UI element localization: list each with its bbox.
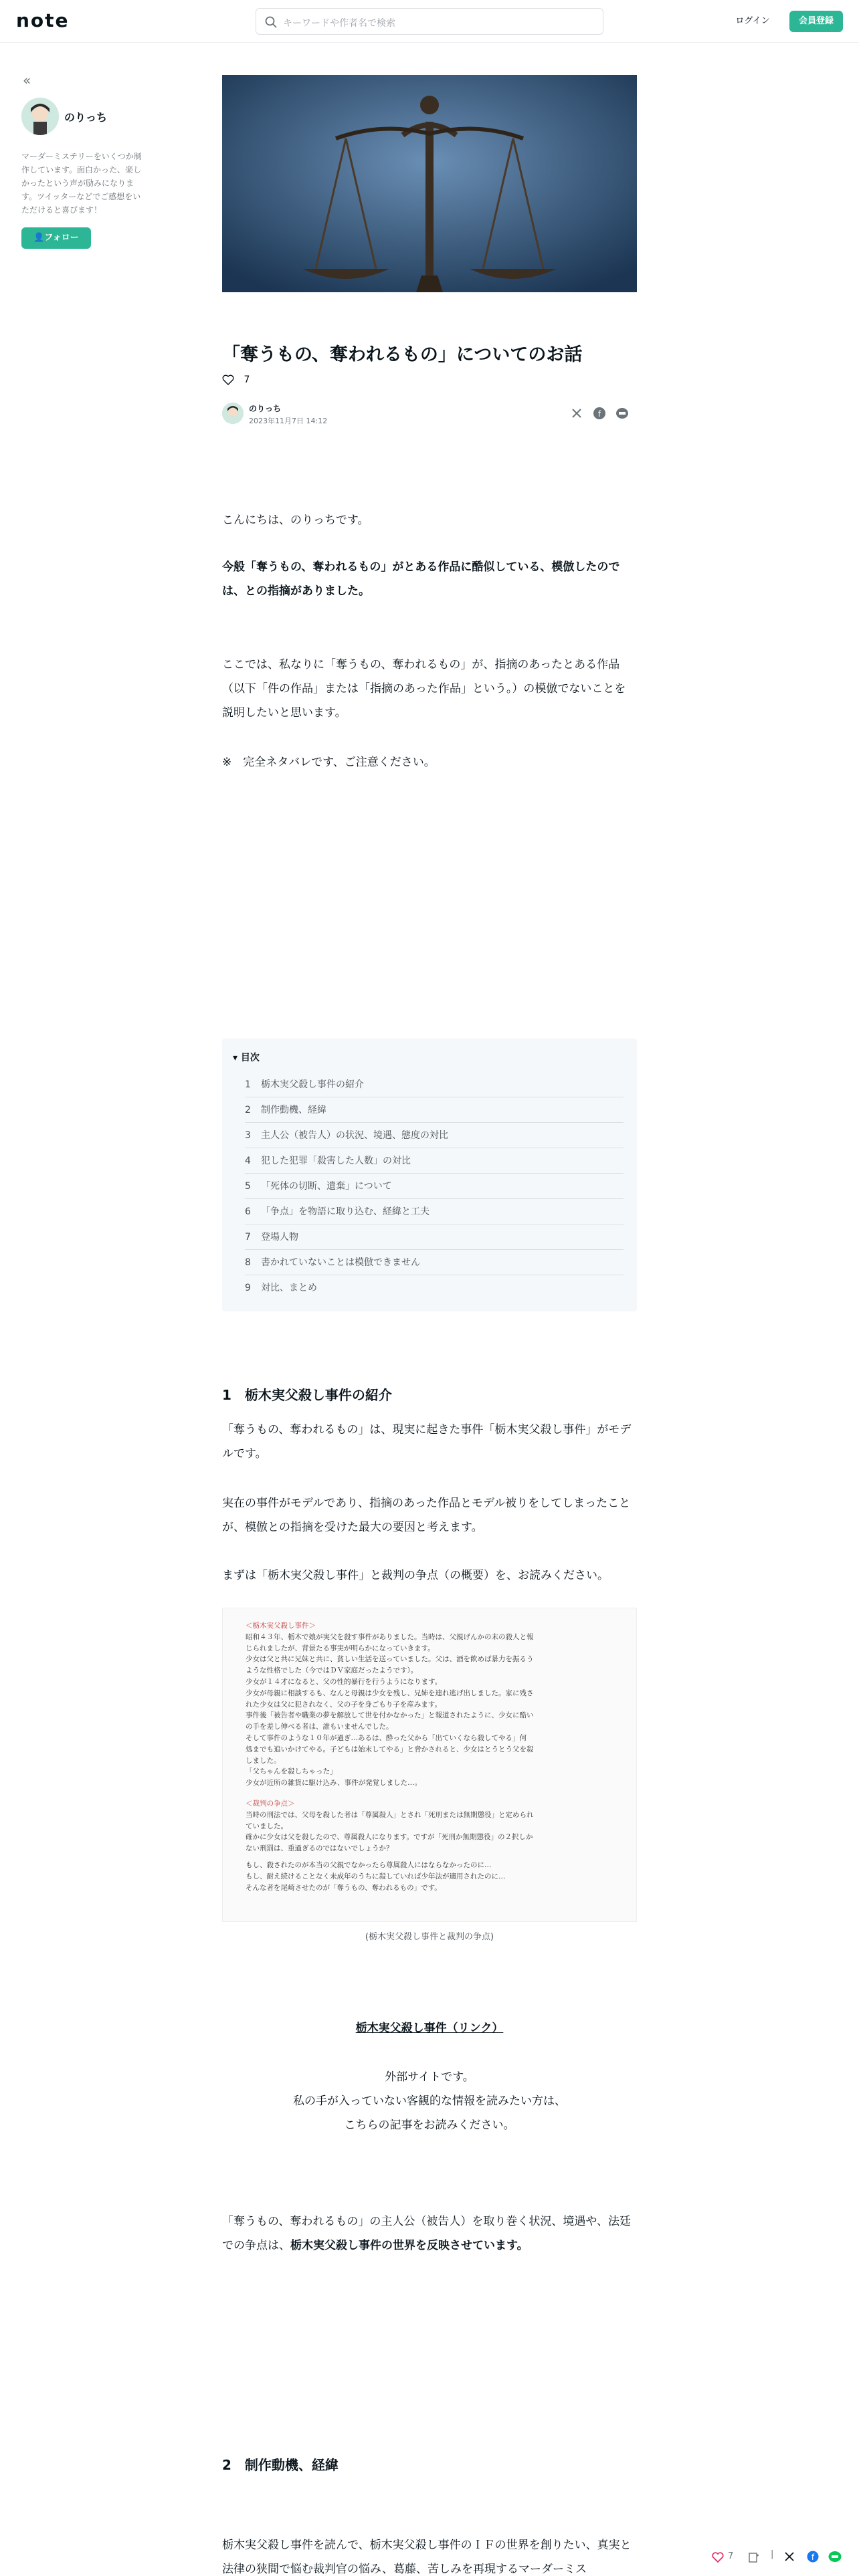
paragraph: 外部サイトです。 bbox=[385, 2070, 474, 2084]
follow-label: フォロー bbox=[44, 233, 79, 243]
x-share-icon[interactable] bbox=[570, 407, 583, 420]
heart-icon bbox=[222, 374, 234, 385]
figure-text-line: じられましたが、背景たる事実が明らかになっていきます。 bbox=[246, 1644, 435, 1652]
toc-item[interactable] bbox=[245, 1097, 624, 1123]
toc-number: 8 bbox=[245, 1257, 251, 1268]
figure-text-line: 少女が１４才になると、父の性的暴行を行うようになります。 bbox=[246, 1677, 442, 1686]
toc-label: 「争点」を物語に取り込む、経緯と工夫 bbox=[261, 1206, 430, 1217]
toc-label: 対比、まとめ bbox=[261, 1283, 317, 1293]
search-input[interactable] bbox=[256, 8, 603, 35]
figure-text-line: 少女が母親に相談するも、なんと母親は少女を残し、兄姉を連れ逃げ出しました。家に残さ bbox=[246, 1689, 534, 1697]
paragraph: こちらの記事をお読みください。 bbox=[344, 2119, 515, 2132]
figure-text-line: もし、殺されたのが本当の父親でなかったら尊属殺人にはならなかったのに… bbox=[246, 1860, 492, 1869]
figure-text-line: れた少女は父に犯されなく、父の子を身ごもり子を産みます。 bbox=[246, 1700, 442, 1709]
x-share-icon[interactable] bbox=[784, 2551, 795, 2562]
toc-label: 書かれていないことは模倣できません bbox=[261, 1257, 420, 1268]
paragraph: こんにちは、のりっちです。 bbox=[222, 514, 369, 527]
figure-text-line: ていました。 bbox=[246, 1822, 288, 1830]
toc-label: 犯した犯罪「殺害した人数」の対比 bbox=[261, 1156, 411, 1166]
byline-avatar[interactable] bbox=[222, 403, 244, 424]
figure-text-line: もし、耐え続けることなく未成年のうちに殺していれば少年法が適用されたのに… bbox=[246, 1872, 506, 1881]
search-icon bbox=[264, 15, 278, 29]
paragraph-bold-text: 栃木実父殺し事件の世界を反映させています。 bbox=[290, 2239, 529, 2252]
follow-button[interactable] bbox=[21, 227, 91, 249]
bottom-action-bar bbox=[709, 2547, 856, 2567]
figure-text-line: 確かに少女は父を殺したので、尊属殺人になります。ですが「死刑か無期懲役」の２択しか bbox=[246, 1833, 533, 1842]
figure-text-line: 少女は父と共に兄妹と共に、貧しい生活を送っていました。父は、酒を飲めば暴力を振るう bbox=[246, 1655, 534, 1664]
toc-label: 制作動機、経緯 bbox=[261, 1105, 326, 1115]
paragraph: 「奪うもの、奪われるもの」は、現実に起きた事件「栃木実父殺し事件」がモデルです。 bbox=[222, 1423, 632, 1461]
figure-text-line: の手を差し伸べる者は、誰もいませんでした。 bbox=[246, 1723, 393, 1731]
figure-text-line: そんな者を尾崎させたのが「奪うもの、奪われるもの」です。 bbox=[246, 1883, 442, 1892]
login-button[interactable]: ログイン bbox=[735, 16, 770, 26]
toc-label: 主人公（被告人）の状況、境遇、態度の対比 bbox=[261, 1130, 448, 1141]
signup-button[interactable]: 会員登録 bbox=[789, 11, 843, 32]
figure-text-line: ＜栃木実父殺し事件＞ bbox=[246, 1622, 316, 1630]
figure-text-line: 昭和４３年、栃木で娘が実父を殺す事件がありました。当時は、父親げんかの末の殺人と報 bbox=[246, 1632, 534, 1641]
avatar[interactable] bbox=[21, 98, 59, 135]
paragraph: 私の手が入っていない客観的な情報を読みたい方は、 bbox=[293, 2095, 566, 2108]
table-of-contents bbox=[222, 1039, 637, 1311]
like-count: 7 bbox=[244, 374, 250, 385]
site-header bbox=[0, 0, 859, 43]
facebook-share-icon[interactable] bbox=[593, 407, 606, 420]
hero-image bbox=[222, 75, 637, 292]
paragraph-bold: 今般「奪うもの、奪われるもの」がとある作品に酷似している、模倣したのでは、との指摘がありました。 bbox=[222, 560, 620, 598]
figure-text-line: そして事件のような１０年が過ぎ…あるは、酔った父から「出ていくなら殺してやる」何 bbox=[246, 1733, 527, 1742]
article-title: 「奪うもの、奪われるもの」についてのお話 bbox=[222, 344, 583, 365]
toc-item[interactable] bbox=[245, 1174, 624, 1199]
toc-number: 9 bbox=[245, 1283, 251, 1293]
search-placeholder: キーワードや作者名で検索 bbox=[283, 18, 395, 29]
facebook-share-icon[interactable] bbox=[807, 2551, 819, 2563]
toc-number: 7 bbox=[245, 1232, 251, 1243]
toc-title: 目次 bbox=[240, 1053, 260, 1063]
author-bio: マーダーミステリーをいくつか制作しています。面白かった、楽しかったという声が励みになります。ツイッターなどでご感想をいただけると喜びます！ bbox=[21, 152, 142, 215]
like-button[interactable] bbox=[222, 374, 250, 385]
toc-item[interactable] bbox=[245, 1250, 624, 1275]
figure-text-line: ＜裁判の争点＞ bbox=[246, 1799, 295, 1808]
toc-number: 1 bbox=[245, 1079, 251, 1090]
author-name[interactable]: のりっち bbox=[64, 111, 108, 124]
paragraph-text: 「奪うもの、奪われるもの」の主人公（被告人）を取り巻く状況、境遇や、法廷での争点は、 bbox=[222, 2215, 631, 2252]
figure-caption: (栃木実父殺し事件と裁判の争点) bbox=[365, 1932, 494, 1942]
toc-item[interactable] bbox=[245, 1275, 624, 1301]
section-heading: 2 制作動機、経緯 bbox=[222, 2457, 339, 2473]
case-summary-image bbox=[222, 1608, 637, 1922]
figure-text-line: 処までも追いかけてやる。子どもは始末してやる」と脅かされると、少女はとうとう父を殺 bbox=[246, 1745, 534, 1753]
paragraph: 実在の事件がモデルであり、指摘のあった作品とモデル被りをしてしまったことが、模倣との指摘を受けた最大の要因と考えます。 bbox=[222, 1497, 631, 1534]
toc-item[interactable] bbox=[245, 1199, 624, 1224]
toc-label: 登場人物 bbox=[261, 1232, 298, 1243]
add-user-icon: 👤 bbox=[33, 233, 45, 243]
toc-number: 4 bbox=[245, 1156, 251, 1166]
toc-label: 「死体の切断、遺棄」について bbox=[261, 1181, 392, 1192]
toc-number: 3 bbox=[245, 1130, 251, 1141]
like-count: 7 bbox=[728, 2551, 734, 2561]
toc-number: 5 bbox=[245, 1181, 251, 1192]
toc-toggle[interactable]: ▾ 目次 bbox=[233, 1053, 260, 1063]
figure-text-line: ない刑罰は、重過ぎるのではないでしょうか？ bbox=[246, 1844, 393, 1853]
collapse-sidebar-icon[interactable]: « bbox=[23, 72, 31, 88]
figure-text-line: 少女が近所の雑貨に駆け込み、事件が発覚しました…。 bbox=[246, 1779, 422, 1788]
figure-text-line: しました。 bbox=[246, 1756, 281, 1765]
svg-text:f: f bbox=[811, 2553, 815, 2562]
toc-item[interactable] bbox=[245, 1224, 624, 1250]
svg-text:f: f bbox=[597, 409, 601, 419]
line-share-icon[interactable] bbox=[828, 2551, 842, 2563]
paragraph bbox=[222, 2210, 637, 2258]
paragraph: ここでは、私なりに「奪うもの、奪われるもの」が、指摘のあったとある作品（以下「件の作品」または「指摘のあった作品」という。）の模倣でないことを説明したいと思います。 bbox=[222, 658, 626, 720]
note-logo[interactable]: note bbox=[16, 9, 70, 31]
toc-label: 栃木実父殺し事件の紹介 bbox=[261, 1079, 364, 1090]
heart-icon[interactable] bbox=[712, 2552, 724, 2563]
toc-number: 2 bbox=[245, 1105, 251, 1115]
figure-text-line: 「父ちゃんを殺しちゃった」 bbox=[246, 1767, 337, 1776]
toc-number: 6 bbox=[245, 1206, 251, 1217]
publish-date: 2023年11月7日 14:12 bbox=[249, 417, 328, 425]
paragraph: まずは「栃木実父殺し事件」と裁判の争点（の概要）を、お読みください。 bbox=[222, 1569, 609, 1582]
magazine-add-icon[interactable] bbox=[748, 2551, 760, 2563]
line-share-icon[interactable] bbox=[615, 407, 629, 420]
figure-text-line: 事件後「被告者や職業の夢を解放して世を付かなかった」と報道されたように、少女に酷い bbox=[246, 1711, 534, 1720]
toc-item[interactable] bbox=[245, 1072, 624, 1097]
divider: | bbox=[771, 2549, 774, 2559]
toc-item[interactable] bbox=[245, 1123, 624, 1148]
section-heading: 1 栃木実父殺し事件の紹介 bbox=[222, 1387, 392, 1403]
toc-item[interactable] bbox=[245, 1148, 624, 1174]
paragraph: 栃木実父殺し事件を読んで、栃木実父殺し事件のＩＦの世界を創りたい、真実と法律の狭間で悩む裁判官の悩み、葛藤、苦しみを再現するマーダーミス bbox=[222, 2539, 632, 2576]
figure-text-line: 当時の刑法では、父母を殺した者は「尊属殺人」とされ「死刑または無期懲役」と定められ bbox=[246, 1810, 534, 1819]
figure-text-line: ような性格でした（今ではＤＶ家庭だったようです）。 bbox=[246, 1667, 418, 1675]
external-article-link[interactable]: 栃木実父殺し事件（リンク） bbox=[355, 2022, 504, 2035]
byline-author[interactable]: のりっち bbox=[249, 404, 282, 413]
spoiler-warning: ※ 完全ネタバレです、ご注意ください。 bbox=[222, 756, 436, 769]
